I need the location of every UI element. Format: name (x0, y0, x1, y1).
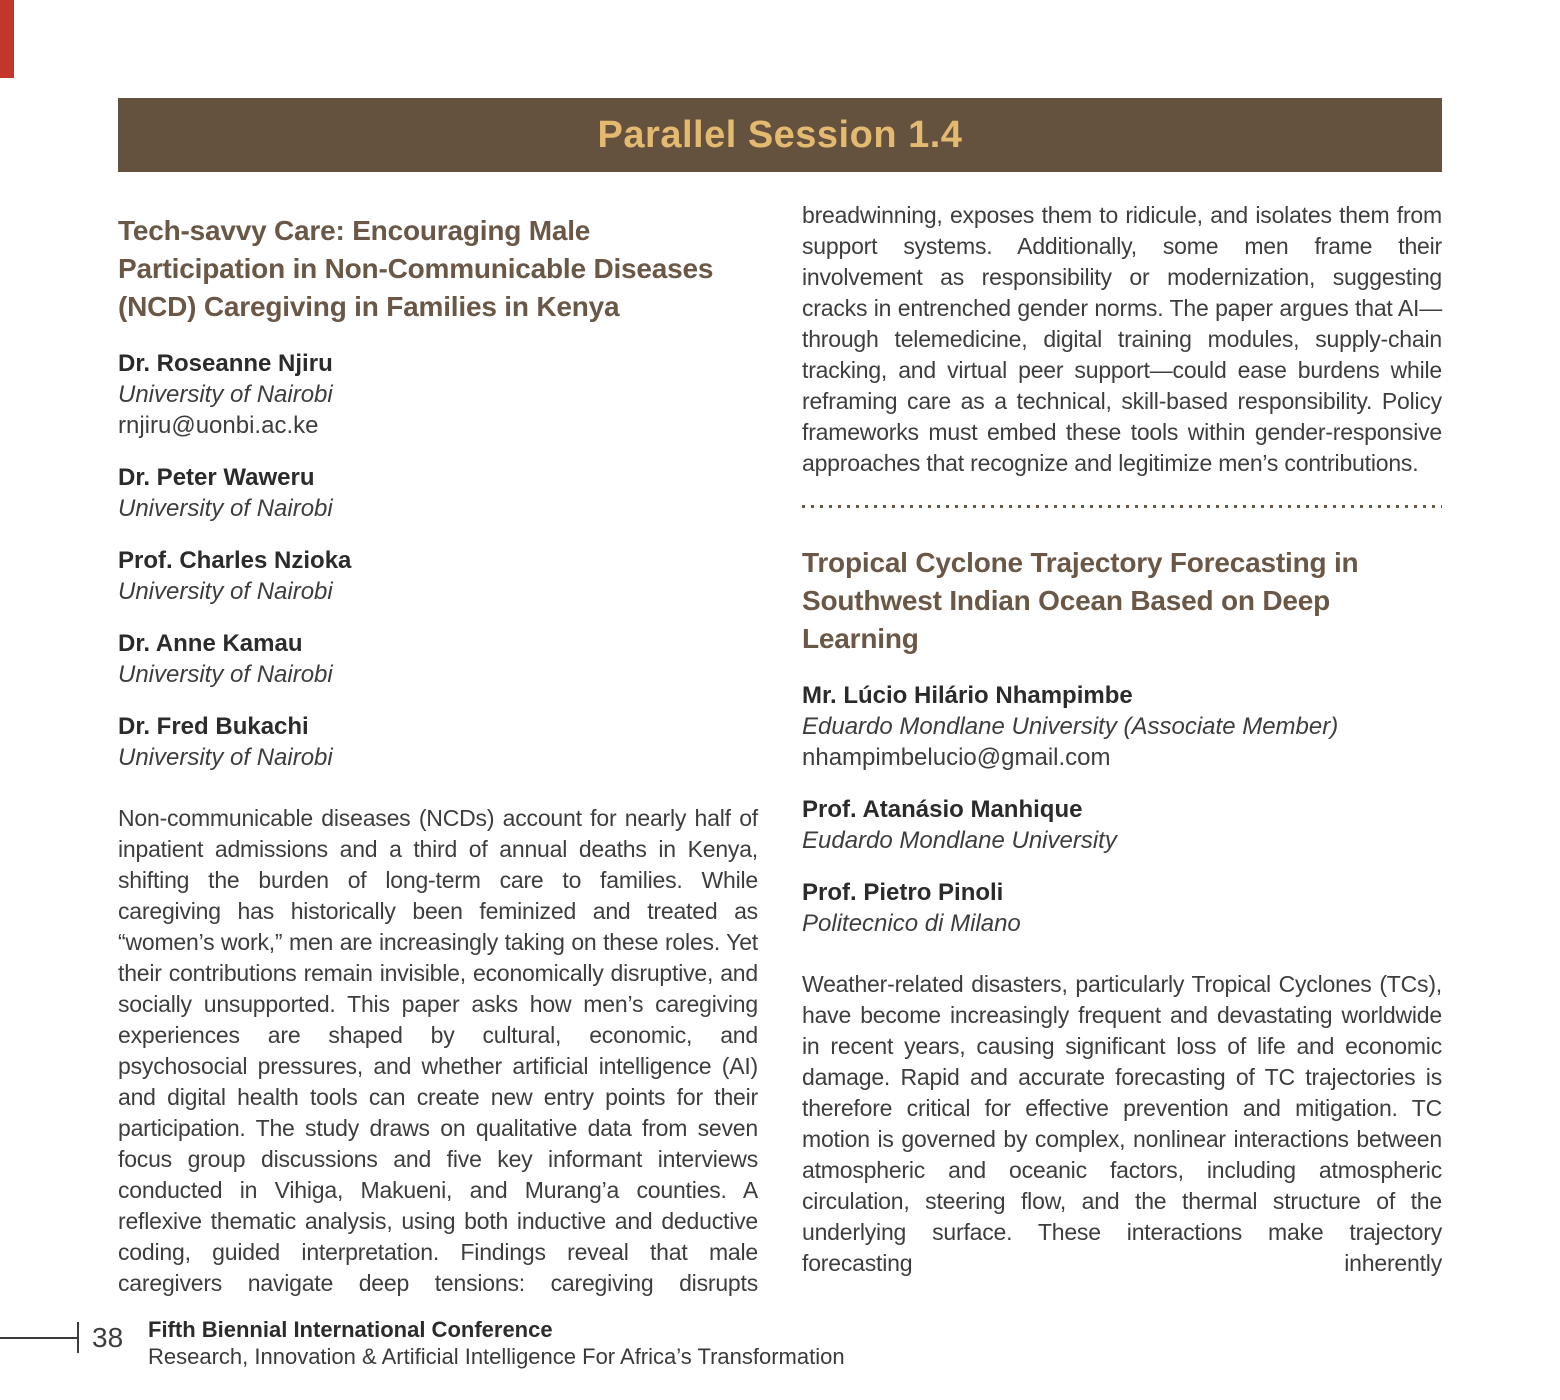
author-block (118, 545, 758, 607)
footer-text (148, 1316, 845, 1370)
author-name: Mr. Lúcio Hilário Nhampimbe (802, 682, 1133, 709)
author-name: Dr. Fred Bukachi (118, 713, 309, 740)
author-name: Dr. Anne Kamau (118, 630, 303, 657)
page-edge-red-tab (0, 0, 14, 78)
left-column (118, 200, 758, 1299)
footer-conference-subtitle: Research, Innovation & Artificial Intelligence For Africa’s Transformation (148, 1344, 845, 1369)
author-name: Prof. Charles Nzioka (118, 547, 352, 574)
session-banner-title: Parallel Session 1.4 (597, 113, 963, 156)
author-block (118, 462, 758, 524)
author-block (802, 877, 1442, 939)
author-affiliation: University of Nairobi (118, 578, 333, 605)
author-affiliation: University of Nairobi (118, 661, 333, 688)
author-name: Prof. Atanásio Manhique (802, 796, 1083, 823)
author-name: Dr. Peter Waweru (118, 464, 315, 491)
author-affiliation: Eduardo Mondlane University (Associate Member) (802, 713, 1339, 740)
author-block (118, 711, 758, 773)
abstract-title-tropical-cyclone: Tropical Cyclone Trajectory Forecasting in Southwest Indian Ocean Based on Deep Learning (802, 547, 1359, 654)
session-banner (118, 98, 1442, 172)
author-affiliation: Eudardo Mondlane University (802, 827, 1117, 854)
abstract-title-tech-savvy-care: Tech-savvy Care: Encouraging Male Participation in Non-Communicable Diseases (NCD) Caregiving in Families in Kenya (118, 215, 714, 322)
two-column-layout (118, 200, 1442, 1299)
author-name: Prof. Pietro Pinoli (802, 879, 1004, 906)
author-block (118, 348, 758, 441)
right-column (802, 200, 1442, 1299)
author-block (802, 794, 1442, 856)
footer-rule-vertical (77, 1322, 79, 1353)
author-affiliation: University of Nairobi (118, 381, 333, 408)
abstract-text-session2: Weather-related disasters, particularly Tropical Cyclones (TCs), have become increasingly frequent and devastating worldwide in recent years, causing significant loss of life and economic damage. Rapid and accurate forecasting of TC trajectories is therefore critical for effective prevention and mitigation. TC motion is governed by complex, nonlinear interactions between atmospheric and oceanic factors, including atmospheric circulation, steering flow, and the thermal structure of the underlying surface. These interactions make trajectory forecasting inherently (802, 971, 1442, 1276)
author-name: Dr. Roseanne Njiru (118, 350, 333, 377)
abstract-text-part2: breadwinning, exposes them to ridicule, and isolates them from support systems. Additionally, some men frame their involvement as responsibility or modernization, suggesting cracks in entrenched gender norms. The paper argues that AI—through telemedicine, digital training modules, supply-chain tracking, and virtual peer support—could ease burdens while reframing care as a technical, skill-based responsibility. Policy frameworks must embed these tools within gender-responsive approaches that recognize and legitimize men’s contributions. (802, 202, 1442, 476)
footer-rule-horizontal (0, 1337, 78, 1339)
author-email: nhampimbelucio@gmail.com (802, 744, 1111, 771)
author-affiliation: University of Nairobi (118, 744, 333, 771)
author-affiliation: Politecnico di Milano (802, 910, 1021, 937)
author-block (802, 680, 1442, 773)
author-block (118, 628, 758, 690)
author-affiliation: University of Nairobi (118, 495, 333, 522)
footer-conference-name: Fifth Biennial International Conference (148, 1317, 553, 1342)
abstract-text-part1: Non-communicable diseases (NCDs) account for nearly half of inpatient admissions and a third of annual deaths in Kenya, shifting the burden of long-term care to families. While caregiving has historically been feminized and treated as “women’s work,” men are increasingly taking on these roles. Yet their contributions remain invisible, economically disruptive, and socially unsupported. This paper asks how men’s caregiving experiences are shaped by cultural, economic, and psychosocial pressures, and whether artificial intelligence (AI) and digital health tools can create new entry points for their participation. The study draws on qualitative data from seven focus group discussions and five key informant interviews conducted in Vihiga, Makueni, and Murang’a counties. A reflexive thematic analysis, using both inductive and deductive coding, guided interpretation. Findings reveal that male caregivers navigate deep tensions: caregiving disrupts (118, 805, 758, 1296)
page-number: 38 (92, 1322, 124, 1353)
dotted-divider (802, 505, 1442, 508)
author-email: rnjiru@uonbi.ac.ke (118, 412, 319, 439)
